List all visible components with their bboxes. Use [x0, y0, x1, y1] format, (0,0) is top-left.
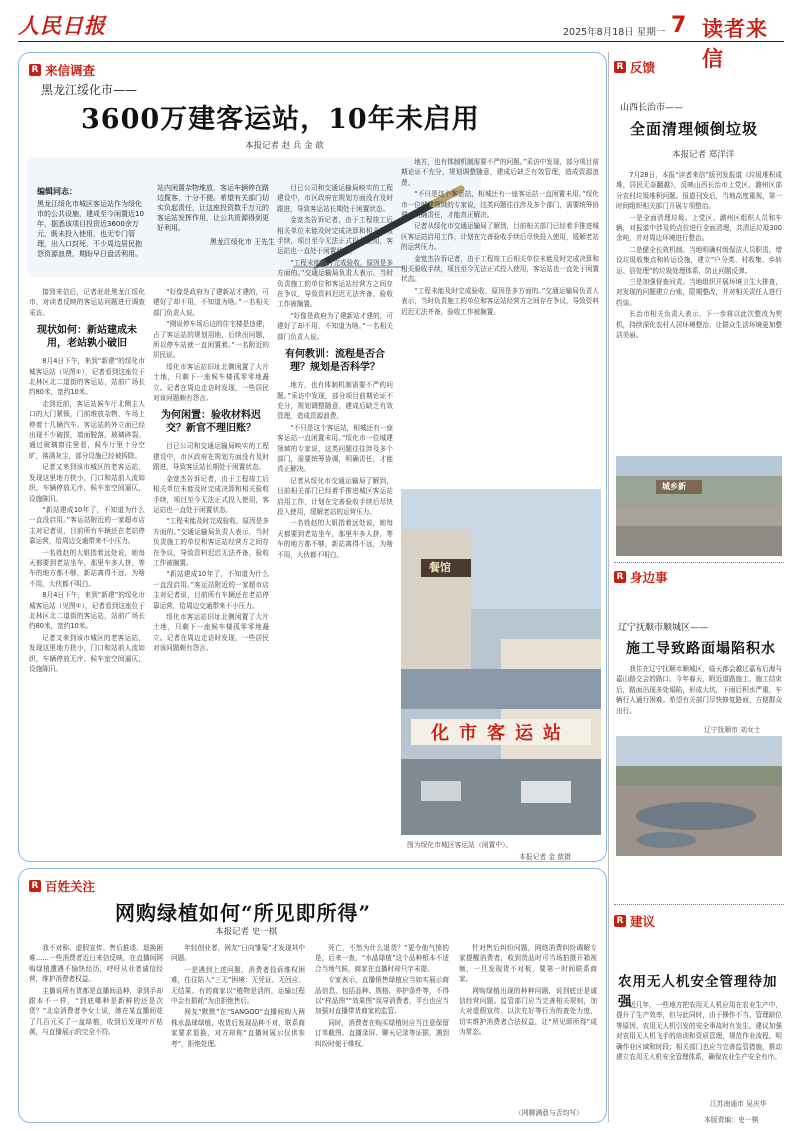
subhead-lessons: 有何教训：流程是否合理？规划是否科学？ [285, 349, 385, 374]
station-photo-drawing [401, 489, 601, 835]
main-story-badge: R 来信调查 [29, 61, 95, 79]
feedback-photo [616, 456, 782, 556]
section-r-icon: R [614, 571, 626, 583]
station-photo-credit: 本报记者 金 歆摄 [519, 853, 571, 861]
main-story-byline: 本报记者 赵 兵 金 歆 [245, 141, 324, 151]
suggestion-badge: R 建议 [614, 912, 655, 930]
suggestion-story [614, 908, 784, 1122]
feedback-shop-sign: 城乡新 [662, 482, 686, 491]
main-column-2: “好像是政府为了建新站才建的，可建好了却不用，不知道为啥。”一名相关部门负责人说。 “刚说停车场后边的住宅楼是违建，占了客运站的规划用地，后续出问题，所以停车站就一直闲置着。”一名附近的居民说。 绥化市客运站旧址北侧闲置了大片土地，只剩下一座候车楼孤零零地矗立。记者在周边走访时发现，一些居民对该问题颇有怨言。 为何闲置：验收材料迟交？新官不理旧账？ 目已公司和交通运输局映实的工程建设中，市区政府在规划方面没有及时跟进，导致客运站长期处于闲置状态。 金宽杰告诉记者，由于工程竣工后相关单位未能及时完成决算和相关验收手续，项目至今无法正式投入使用，客运站也一直处于闲置状态。 “工程未能及时完成验收，原因是多方面的。”交通运输局负责人表示，当时负责施工的单位和客运站经营方之间存在争议，导致资料迟迟无法齐备，验收工作被搁置。 “新站建成10年了，不知道为什么一直没启用。”客运站附近的一家超市店主对记者说，目前所有车辆还在老站停靠运营，给周边交通带来不小压力。 绥化市客运站旧址北侧闲置了大片土地，只剩下一座候车楼孤零零地矗立。记者在周边走访时发现，一些居民对该问题颇有怨言。 [153, 288, 269, 653]
main-story-headline: 3600万建客运站，10年未启用 [81, 104, 480, 135]
plant-story-panel [18, 868, 607, 1123]
section-title: 读者来信 [702, 17, 768, 71]
station-photo [401, 489, 601, 835]
plant-column-1: 我不对称、虚假宣传、售后推诿、退换困难……一些消费者近日来信反映，在直播间网购绿植遭遇不愉快经历，呼吁从业者诚信经营，维护消费者权益。 主播说所有货都是直播间品种，拿到手却跟本不一样，“到底哪种是新鲜的还是次货？”北京消费者李女士说，她在某直播间花了几百元买了一盆绿植，收到后发现叶片枯黄，与直播展示的完全不符。 [29, 944, 163, 1037]
dateline: 2025年8月18日 星期一 [563, 27, 666, 38]
feedback-badge: R 反馈 [614, 58, 655, 76]
plant-footer-note: （网聊满意与否均写） [515, 1109, 583, 1117]
plant-story-byline: 本报记者 史一棋 [215, 927, 278, 937]
neighborhood-badge: R 身边事 [614, 568, 668, 586]
neighborhood-story [614, 566, 784, 886]
sidebar-separator [614, 562, 784, 563]
feedback-kicker: 山西长治市—— [620, 103, 684, 113]
subhead-status: 现状如何：新站建成未用，老站孰小破旧 [37, 325, 137, 350]
plant-story-badge: R 百姓关注 [29, 877, 95, 895]
suggestion-body: 近几年，一些地方把农用无人机应用在农业生产中，提升了生产效率，但与此同时，由于操作不当、管理缺位等原因，农用无人机引发的安全事故时有发生。建议加强对农用无人机飞手的培训和资质管理，规范作业流程，明确作业区域和时段；相关部门也应当完善监管措施，推动建立农用无人机安全管理体系，确保农业生产安全有序。 [616, 1001, 782, 1062]
suggestion-sign: 江苏南通市 吴庆华 [710, 1100, 767, 1108]
sidebar-separator-2 [614, 904, 784, 905]
section-r-icon: R [614, 61, 626, 73]
suggestion-headline: 农用无人机安全管理待加强 [618, 974, 778, 1010]
neighborhood-photo-drawing [616, 736, 782, 856]
editor-letter-col-1: 编辑同志： 黑龙江绥化市城区客运站作为绥化市的公共设施，建成至今闲置近10年，据悉该项目投资近3600余万元，既未投入使用，也无专门管理，出入口封死，不少周边居民抱怨资源浪费，期盼早日盘活利用。 [37, 187, 144, 258]
neighborhood-photo [616, 736, 782, 856]
plant-column-2: 年轻创业者，网友“日向雏菊”才发现其中问题。 一是遇到上述问题，消费者投诉维权困难，往往陷入“三无”困境：无凭证、无回应、无结果。有的商家以“植物是活的，运输过程中会有损耗”为由拒绝售后。 网友“默默”在“SANGOO”直播间购入两株水晶球绿植，收货后发现品种不对，联系商家要求退换，对方却称“直播间展示仅供参考”，拒绝处理。 [171, 944, 305, 1048]
feedback-body: 7月28日，本报“读者来信”版刊发报道《垃圾堆积成堆，居民无奈翻越》，反映山西长治市上党区、潞州区部分农村垃圾堆积问题。报道刊发后，当地高度重视，第一时间组织相关部门开展专项整治。 一是全面清理垃圾。上党区、潞州区组织人员和车辆，对报道中涉及的点位进行全面清理，共清运垃圾300余吨，并对周边环境进行整治。 二是健全长效机制。当地明确村级保洁人员职责，增设垃圾收集点和转运设施，建立“户分类、村收集、乡转运、县处理”的垃圾处理体系，防止问题反弹。 三是加强督查问责。当地组织开展环境卫生大排查，对发现的问题建立台账，限期整改，并对相关责任人进行约谈。 长治市相关负责人表示，下一步将以此次整改为契机，持续深化农村人居环境整治，让群众生活环境更加整洁美丽。 [616, 171, 782, 340]
section-r-icon: R [29, 880, 41, 892]
main-column-4: 地方，也有体制机制需要不严的问题。”采访中发现，部分项目前期论证不充分，规划调整随意，建成后缺乏有效管理，造成资源浪费。 “不只是这个客运站，相城还有一座客运站一直闲置未用。”绥化市一位城建领域的专家说，这类问题往往涉及多个部门，需要统筹协调，明确责任，才能真正解决。 记者从绥化市交通运输局了解到，目前相关部门已经着手推进城区客运站启用工作，计划在完善验收手续后尽快投入使用，缓解老站的运营压力。 金宽杰告诉记者，由于工程竣工后相关单位未能及时完成决算和相关验收手续，项目至今无法正式投入使用，客运站也一直处于闲置状态。 “工程未能及时完成验收，原因是多方面的。”交通运输局负责人表示，当时负责施工的单位和客运站经营方之间存在争议，导致资料迟迟无法齐备，验收工作被搁置。 [401, 158, 599, 316]
feedback-photo-drawing [616, 456, 782, 556]
main-column-1: 接到来信后，记者赶赴黑龙江绥化市，对读者反映的客运站问题进行调查采访。 现状如何：新站建成未用，老站孰小破旧 8月4日下午，来到“新建”的绥化市城客运站（见图①），记者看到这座位于北林区北二道街的客运站，站前广场长约80米，宽约10米。 走到近前，客运站候车厅北侧主人口的大门紧锁，门前堆放杂物，车场上停着十几辆汽车。客运站的外立面已经出现不少破损，墙面脱落，玻璃碎裂。通过玻璃窗往里看，候车厅里十分空旷，落满灰尘，部分设施已经被拆除。 记者又来到该市城区的老客运站，发现这里地方狭小，门口和站前人流如织，车辆停放无序，候车室空间逼仄，设施陈旧。 “新站建成10年了，不知道为什么一直没启用。”客运站附近的一家超市店主对记者说，目前所有车辆还在老站停靠运营，给周边交通带来不小压力。 一名姓赵的大姐指着远处说，她每天都要到老站坐车，那里车多人挤，等车的地方都不够，新站离得不远，为啥不用，大伙都不明白。 8月4日下午，来到“新建”的绥化市城客运站（见图①），记者看到这座位于北林区北二道街的客运站，站前广场长约80米，宽约10米。 记者又来到该市城区的老客运站，发现这里地方狭小，门口和站前人流如织，车辆停放无序，候车室空间逼仄，设施陈旧。 [29, 288, 145, 673]
newspaper-logo: 人民日报 [18, 13, 106, 38]
neighborhood-body: 我住在辽宁抚顺市顺城区，临天都会越过嘉布后海与嘉山路交会的路口。今年春天，附近道路施工，施工结束后，路面出现多处塌陷，形成大坑，下雨后积水严重，车辆行人通行困难。希望有关部门尽快修复路面，方便群众出行。 [616, 665, 782, 715]
main-column-3: 目已公司和交通运输局映实的工程建设中，市区政府在规划方面没有及时跟进，导致客运站长期处于闲置状态。 金宽杰告诉记者，由于工程竣工后相关单位未能及时完成决算和相关验收手续，项目至今无法正式投入使用，客运站也一直处于闲置状态。 “工程未能及时完成验收，原因是多方面的。”交通运输局负责人表示，当时负责施工的单位和客运站经营方之间存在争议，导致资料迟迟无法齐备，验收工作被搁置。 “好像是政府为了建新站才建的，可建好了却不用，不知道为啥。”一名相关部门负责人说。 有何教训：流程是否合理？规划是否科学？ 地方，也有体制机制需要不严的问题。”采访中发现，部分项目前期论证不充分，规划调整随意，建成后缺乏有效管理，造成资源浪费。 “不只是这个客运站，相城还有一座客运站一直闲置未用。”绥化市一位城建领域的专家说，这类问题往往涉及多个部门，需要统筹协调，明确责任，才能真正解决。 记者从绥化市交通运输局了解到，目前相关部门已经着手推进城区客运站启用工作，计划在完善验收手续后尽快投入使用，缓解老站的运营压力。 一名姓赵的大姐指着远处说，她每天都要到老站坐车，那里车多人挤，等车的地方都不够，新站离得不远，为啥不用，大伙都不明白。 [277, 184, 393, 559]
plant-story-headline: 网购绿植如何“所见即所得” [115, 901, 372, 925]
main-story-kicker: 黑龙江绥化市—— [41, 83, 138, 97]
subhead-reason: 为何闲置：验收材料迟交？新官不理旧账？ [161, 410, 261, 435]
main-story-panel [18, 52, 607, 862]
plant-column-3: 死亡，不然为什么退货？”更令他气愤的是，后来一查，“水晶绿植”这个品种根本不适合当地气候，商家在直播时却只字未提。 专家表示，直播销售绿植应当如实展示商品信息，包括品种、规格、养护条件等，不得以“样品图”“效果图”误导消费者，平台也应当加强对直播带货商家的监管。 同时，消费者在购买绿植时应当注意保留订单截图、直播录屏、聊天记录等证据，遇到纠纷时便于维权。 [315, 944, 449, 1048]
neighborhood-sign: 辽宁抚顺市 刘女士 [704, 726, 761, 734]
section-r-icon: R [29, 64, 41, 76]
feedback-story [614, 54, 784, 562]
editor-letter-col-2: 站内闲置杂物堆放，客运车辆停在路边揽客，十分不便。希望有关部门切实负起责任，让这座投资数千万元的客运站发挥作用，让公共资源得到更好利用。 黑龙江绥化市 王先生 [157, 184, 275, 246]
feedback-byline: 本报记者 郑洋洋 [672, 150, 735, 160]
plant-column-4: 针对售后纠纷问题，网络消费纠纷调解专家提醒消费者，收到货品时可当场拍摄开箱视频，一旦发现货不对板，要第一时间联系商家。 网购绿植出现的种种问题，说到底还是诚信经营问题。监管部门应当完善相关规则，加大对虚假宣传、以次充好等行为的查处力度，切实维护消费者合法权益，让“所见即所得”成为常态。 [459, 944, 597, 1037]
page-number: 7 [671, 13, 687, 38]
station-sign: 化市客运站 [431, 723, 571, 744]
section-r-icon: R [614, 915, 626, 927]
page-editor: 本版责编：史一棋 [704, 1116, 759, 1124]
neighborhood-kicker: 辽宁抚顺市顺城区—— [618, 623, 709, 633]
shop-sign: 餐馆 [429, 561, 451, 574]
station-photo-caption: 图为绥化市城区客运站（闲置中）。 [407, 841, 513, 849]
feedback-headline: 全面清理倾倒垃圾 [630, 120, 759, 138]
sidebar-divider [608, 52, 609, 1122]
neighborhood-headline: 施工导致路面塌陷积水 [626, 641, 776, 657]
